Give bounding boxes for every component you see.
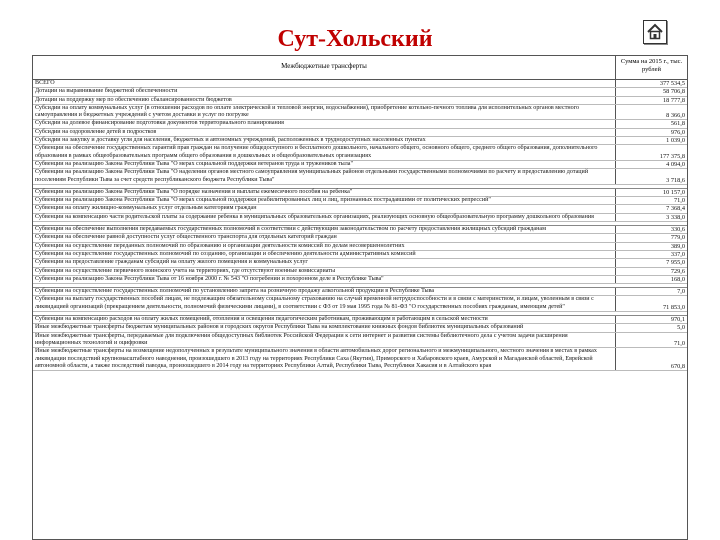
row-amount: 377 534,5	[659, 80, 685, 87]
row-amount: 7,0	[677, 288, 685, 296]
row-amount: 8 366,0	[666, 112, 685, 120]
row-description: ВСЕГО	[33, 80, 616, 87]
page-title: Сут-Хольский	[277, 26, 433, 52]
row-amount: 3 718,6	[666, 176, 685, 184]
table-row	[33, 296, 687, 312]
row-amount: 389,0	[670, 242, 685, 250]
row-description: Субвенции на реализацию Закона Республики Тыва "О порядке назначения и выплаты ежемесячного пособия на ребенка"	[33, 189, 616, 196]
row-amount: 7 368,4	[666, 205, 685, 213]
row-amount: 3 338,0	[666, 213, 685, 221]
row-description: Субвенции на выплату государственных пособий лицам, не подлежащим обязательному социальному страхованию на случай временной нетрудоспособности и в связи с материнством, и лицам, уволенным в связи с ликвидацией организаций (прекращением деятельности, полномочий физическими лицами), в соответствии с ФЗ от 19 мая 1995 года № 81-ФЗ "О государственных пособиях гражданам, имеющим детей"	[33, 296, 616, 311]
home-button[interactable]	[643, 20, 667, 44]
row-description: Субвенции на осуществление государственных полномочий по установлению запрета на розничную продажу алкогольной продукции в Республике Тыва	[33, 288, 616, 295]
row-description: Субсидии на оплату коммунальных услуг (в отношении расходов по оплате электрической и тепловой энергии, водоснабжения), приобретение котельно-печного топлива для исполнительных органов местного самоуправления и бюджетных учреждений с учетом доставки и услуг по погрузке	[33, 105, 616, 120]
header-amount-label: Сумма на 2015 г., тыс. рублей	[620, 58, 683, 73]
home-icon	[644, 21, 666, 43]
row-amount: 4 094,0	[666, 160, 685, 168]
row-description: Субвенции на осуществление первичного воинского учета на территориях, где отсутствуют военные комиссариаты	[33, 268, 616, 275]
row-description: Субсидии на оздоровление детей в подростков	[33, 129, 616, 136]
row-amount: 168,0	[670, 275, 685, 283]
table-row	[33, 105, 687, 121]
table-row	[33, 225, 687, 234]
row-amount: 7 955,0	[666, 259, 685, 267]
row-description: Субсидии на долевое финансирование подготовки документов территориального планирования	[33, 120, 616, 127]
row-amount: 18 777,8	[662, 96, 685, 104]
row-amount: 71,0	[673, 197, 685, 205]
row-description: Субвенции на реализацию Закона Республики Тыва "О мерах социальной поддержки ветеранов труда и тружеников тыла"	[33, 161, 616, 168]
table-row	[33, 169, 687, 185]
row-description: Субвенции на осуществление переданных полномочий по образованию и организации деятельности комиссий по делам несовершеннолетних	[33, 243, 616, 250]
header-transfers-label: Межбюджетные трансферты	[33, 56, 616, 79]
table-header	[33, 56, 687, 80]
table-row	[33, 88, 687, 96]
table-row	[33, 251, 687, 259]
row-description: Дотации на поддержку мер по обеспечению сбалансированности бюджетов	[33, 97, 616, 104]
row-amount: 177 375,8	[659, 152, 685, 160]
row-amount: 779,0	[670, 234, 685, 242]
row-amount: 10 157,0	[662, 188, 685, 196]
table-row	[33, 268, 687, 276]
table-row	[33, 276, 687, 284]
row-description: Субсидии на закупку и доставку угля для населения, бюджетных и автономных учреждений, расположенных в труднодоступных населенных пунктах	[33, 137, 616, 144]
row-amount: 561,8	[670, 120, 685, 128]
row-amount: 58 706,8	[662, 88, 685, 96]
table-row	[33, 97, 687, 105]
row-description: Иные межбюджетные трансферты бюджетам муниципальных районов и городских округов Республики Тыва на комплектование книжных фондов библиотек муниципальных образований	[33, 324, 616, 331]
row-description: Субвенции на осуществление государственных полномочий по созданию, организации и обеспечению деятельности административных комиссий	[33, 251, 616, 258]
row-description: Субвенции на обеспечение выполнения передаваемых государственных полномочий в соответствии с действующим законодательством по расчету предоставления жилищных субсидий гражданам	[33, 226, 616, 233]
transfers-table	[32, 55, 688, 540]
row-description: Субвенции на реализацию Закона Республики Тыва от 16 ноября 2000 г. № 543 "О погребении и похоронном деле в Республике Тыва"	[33, 276, 616, 283]
table-row	[33, 234, 687, 242]
row-description: Субвенции на реализацию Закона Республики Тыва "О мерах социальной поддержки реабилитированных лиц и лиц, признанных пострадавшими от политических репрессий"	[33, 197, 616, 204]
table-row	[33, 188, 687, 197]
table-row	[33, 205, 687, 213]
table-row	[33, 259, 687, 267]
row-amount: 670,8	[670, 362, 685, 370]
row-amount: 71,0	[673, 339, 685, 347]
row-description: Иные межбюджетные трансферты, передаваемые для подключения общедоступных библиотек Российской Федерации к сети интернет и развития системы библиотечного дела с учетом задачи расширения информационных технологий и оцифровки	[33, 333, 616, 348]
row-amount: 71 853,0	[662, 303, 685, 311]
table-row	[33, 333, 687, 349]
row-description: Иные межбюджетные трансферты на возмещение недополученных в результате муниципального значения в области автомобильных дорог регионального и межмуниципального, местного значения в местах в рамках ликвидации последствий крупномасштабного наводнения, произошедшего в 2013 году на территориях Республики Саха (Якутия), Приморского и Хабаровского краев, Амурской и Магаданской областей, Еврейской автономной области, а также последствий паводка, произошедшего в 2014 году на территориях Республики Алтай, Республики Тыва, Республики Хакасия и в Алтайского края	[33, 348, 616, 370]
row-amount: 976,0	[670, 128, 685, 136]
row-amount: 337,0	[670, 250, 685, 258]
row-description: Дотации на выравнивание бюджетной обеспеченности	[33, 88, 616, 95]
table-row	[33, 145, 687, 161]
table-row	[33, 214, 687, 222]
table-row	[33, 129, 687, 137]
table-row	[33, 315, 687, 324]
row-description: Субвенции на обеспечение равной доступности услуг общественного транспорта для отдельных категорий граждан	[33, 234, 616, 241]
table-row	[33, 120, 687, 128]
row-description: Субвенции на обеспечение государственных гарантий прав граждан на получение общедоступного и бесплатного дошкольного, начального общего, основного общего, среднего общего образования, дополнительного образования в рамках общеобразовательных программ общего образования в дошкольных и общеобразовательных организациях	[33, 145, 616, 160]
row-amount: 5,0	[677, 324, 685, 332]
table-body	[33, 80, 687, 371]
row-amount: 330,6	[670, 226, 685, 234]
row-amount: 729,6	[670, 267, 685, 275]
table-row	[33, 324, 687, 332]
row-description: Субвенции на предоставление гражданам субсидий на оплату жилого помещения и коммунальных услуг	[33, 259, 616, 266]
row-description: Субвенции на компенсацию части родительской платы за содержание ребенка в муниципальных образовательных организациях, реализующих основную общеобразовательную программу дошкольного образования	[33, 214, 616, 221]
row-description: Субвенции на оплату жилищно-коммунальных услуг отдельным категориям граждан	[33, 205, 616, 212]
table-row	[33, 243, 687, 251]
row-description: Субвенции на реализацию Закона Республики Тыва "О наделении органов местного самоуправления муниципальных районов отдельными государственными полномочиями по расчету и предоставлению дотаций поселениям Республики Тыва за счет средств республиканского бюджета Республики Тыва"	[33, 169, 616, 184]
row-amount: 970,1	[670, 316, 685, 324]
row-amount: 1 039,0	[666, 137, 685, 145]
row-description: Субвенции на компенсацию расходов на оплату жилых помещений, отопления и освещения педагогическим работникам, проживающим в работающим в сельской местности	[33, 316, 616, 323]
table-row	[33, 348, 687, 371]
